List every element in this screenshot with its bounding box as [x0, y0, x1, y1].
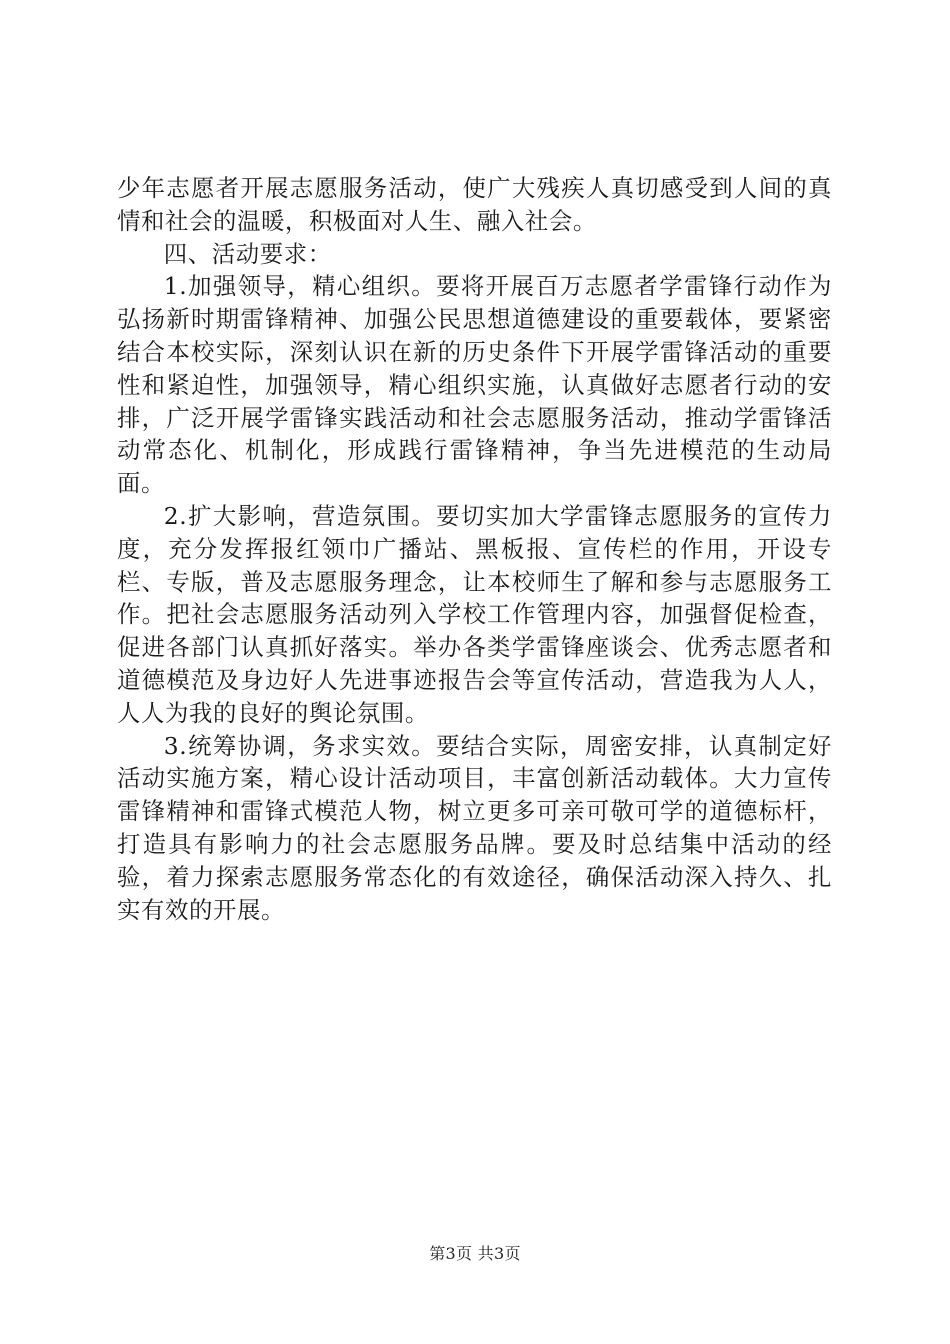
document-body [117, 172, 832, 926]
section-heading-activity-requirements: 四、活动要求： [163, 239, 332, 268]
page-footer [0, 1244, 950, 1264]
paragraph-requirement-2: 2.扩大影响，营造氛围。要切实加大学雷锋志愿服务的宣传力度，充分发挥报红领巾广播站、黑板报、宣传栏的作用，开设专栏、专版，普及志愿服务理念，让本校师生了解和参与志愿服务工作。把社会志愿服务活动列入学校工作管理内容，加强督促检查，促进各部门认真抓好落实。举办各类学雷锋座谈会、优秀志愿者和道德模范及身边好人先进事迹报告会等宣传活动，营造我为人人，人人为我的良好的舆论氛围。 [117, 501, 832, 727]
paragraph-requirement-3: 3.统筹协调，务求实效。要结合实际，周密安排，认真制定好活动实施方案，精心设计活动项目，丰富创新活动载体。大力宣传雷锋精神和雷锋式模范人物，树立更多可亲可敬可学的道德标杆，打造具有影响力的社会志愿服务品牌。要及时总结集中活动的经验，着力探索志愿服务常态化的有效途径，确保活动深入持久、扎实有效的开展。 [117, 731, 832, 924]
paragraph-requirement-1: 1.加强领导，精心组织。要将开展百万志愿者学雷锋行动作为弘扬新时期雷锋精神、加强公民思想道德建设的重要载体，要紧密结合本校实际，深刻认识在新的历史条件下开展学雷锋活动的重要性和紧迫性，加强领导，精心组织实施，认真做好志愿者行动的安排，广泛开展学雷锋实践活动和社会志愿服务活动，推动学雷锋活动常态化、机制化，形成践行雷锋精神，争当先进模范的生动局面。 [117, 272, 832, 498]
paragraph-intro-continuation: 少年志愿者开展志愿服务活动，使广大残疾人真切感受到人间的真情和社会的温暖，积极面对人生、融入社会。 [117, 174, 832, 235]
page-number-label: 第3页 共3页 [429, 1244, 521, 1263]
